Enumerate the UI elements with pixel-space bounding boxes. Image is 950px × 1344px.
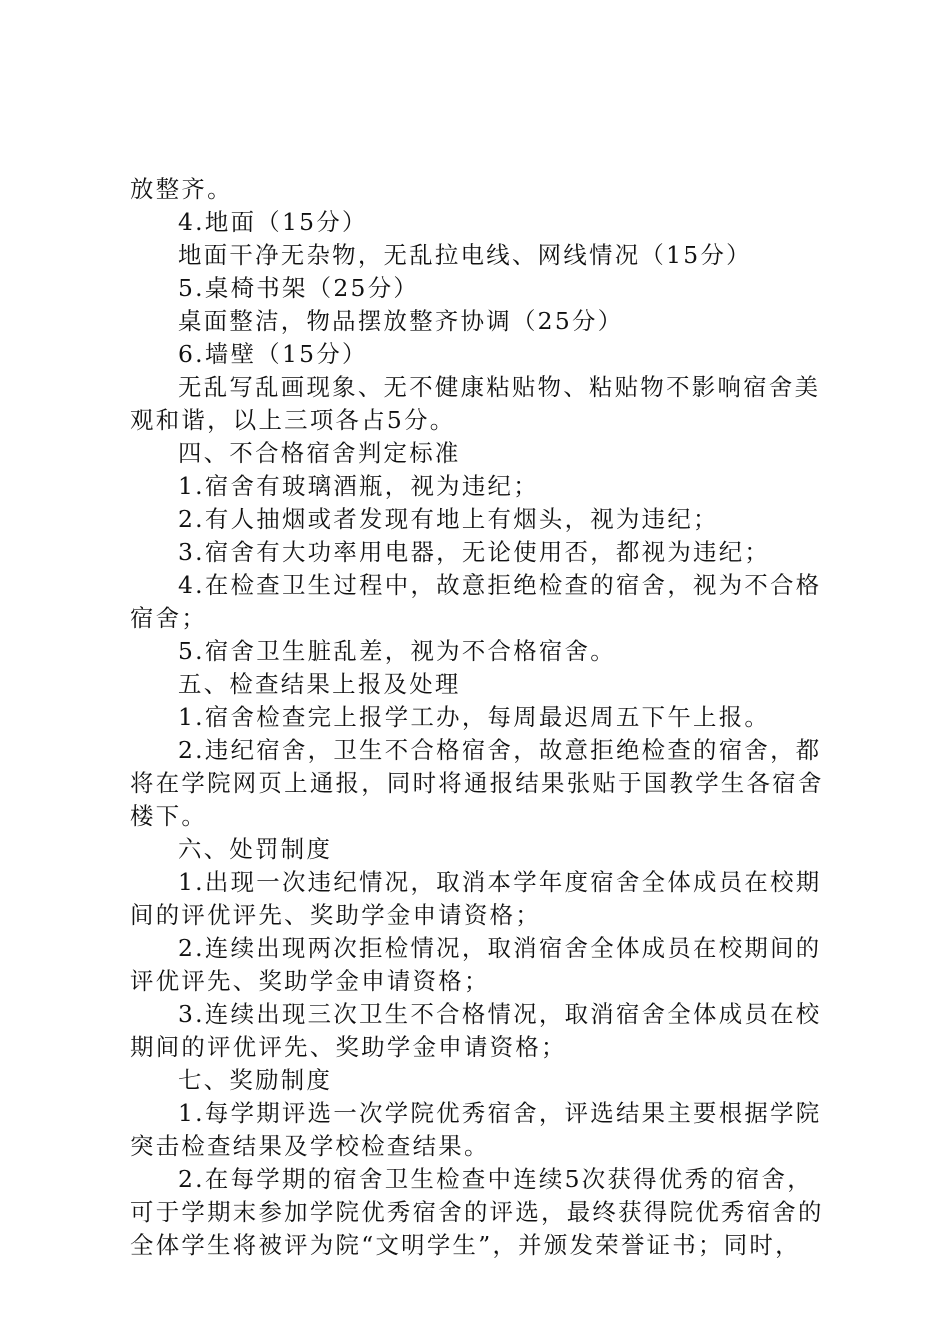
text-line: 3.连续出现三次卫生不合格情况，取消宿舍全体成员在校 — [178, 1000, 822, 1028]
section-heading: 五、检查结果上报及处理 — [178, 670, 461, 698]
text-line: 期间的评优评先、奖助学金申请资格； — [130, 1033, 567, 1061]
text-line: 无乱写乱画现象、无不健康粘贴物、粘贴物不影响宿舍美 — [178, 373, 821, 401]
text-line: 观和谐，以上三项各占5分。 — [130, 406, 456, 434]
text-line: 地面干净无杂物，无乱拉电线、网线情况（15分） — [178, 241, 752, 269]
text-line: 5.桌椅书架（25分） — [178, 274, 420, 302]
section-heading: 七、奖励制度 — [178, 1066, 333, 1094]
text-line: 3.宿舍有大功率用电器，无论使用否，都视为违纪； — [178, 538, 771, 566]
text-line: 2.违纪宿舍，卫生不合格宿舍，故意拒绝检查的宿舍，都 — [178, 736, 822, 764]
section-heading: 六、处罚制度 — [178, 835, 333, 863]
text-line: 将在学院网页上通报，同时将通报结果张贴于国教学生各宿舍 — [130, 769, 824, 797]
section-heading: 四、不合格宿舍判定标准 — [178, 439, 461, 467]
text-line: 评优评先、奖助学金申请资格； — [130, 967, 490, 995]
text-line: 间的评优评先、奖助学金申请资格； — [130, 901, 542, 929]
text-line: 1.出现一次违纪情况，取消本学年度宿舍全体成员在校期 — [178, 868, 822, 896]
text-line: 1.每学期评选一次学院优秀宿舍，评选结果主要根据学院 — [178, 1099, 822, 1127]
text-line: 宿舍； — [130, 604, 208, 632]
text-line: 2.连续出现两次拒检情况，取消宿舍全体成员在校期间的 — [178, 934, 822, 962]
text-line: 全体学生将被评为院“文明学生”，并颁发荣誉证书；同时， — [130, 1231, 801, 1259]
text-line: 2.在每学期的宿舍卫生检查中连续5次获得优秀的宿舍， — [178, 1165, 813, 1193]
text-line: 桌面整洁，物品摆放整齐协调（25分） — [178, 307, 624, 335]
text-line: 可于学期末参加学院优秀宿舍的评选，最终获得院优秀宿舍的 — [130, 1198, 824, 1226]
text-line: 6.墙壁（15分） — [178, 340, 368, 368]
text-line: 4.地面（15分） — [178, 208, 368, 236]
text-line: 4.在检查卫生过程中，故意拒绝检查的宿舍，视为不合格 — [178, 571, 822, 599]
text-line: 5.宿舍卫生脏乱差，视为不合格宿舍。 — [178, 637, 616, 665]
text-line: 1.宿舍检查完上报学工办，每周最迟周五下午上报。 — [178, 703, 771, 731]
text-line: 1.宿舍有玻璃酒瓶，视为违纪； — [178, 472, 539, 500]
text-line: 突击检查结果及学校检查结果。 — [130, 1132, 490, 1160]
text-line: 楼下。 — [130, 802, 208, 830]
text-line: 2.有人抽烟或者发现有地上有烟头，视为违纪； — [178, 505, 719, 533]
text-line: 放整齐。 — [130, 175, 233, 203]
